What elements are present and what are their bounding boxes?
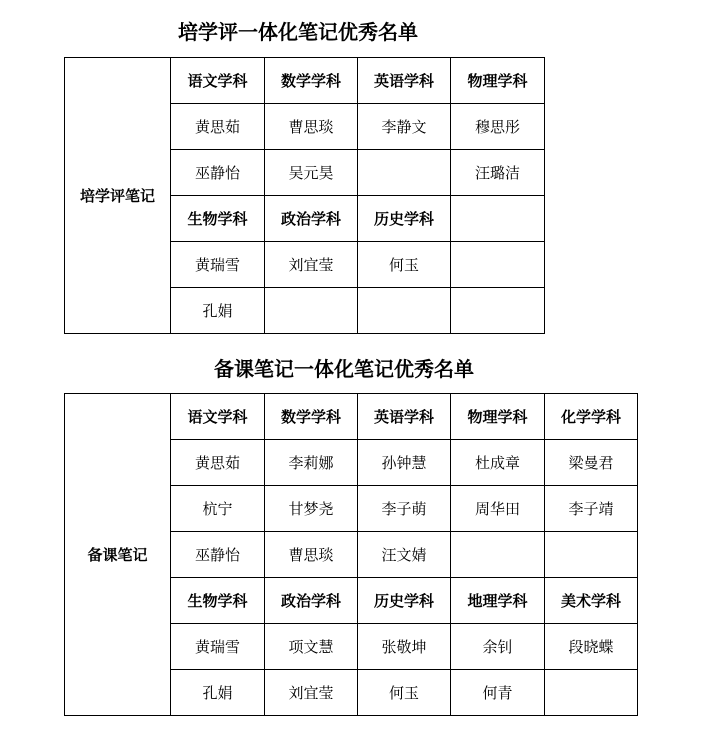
- table-cell: 黄瑞雪: [171, 624, 265, 670]
- table-header-cell: 化学学科: [545, 394, 638, 440]
- table-cell: 曹思琰: [265, 532, 358, 578]
- table-cell: 何青: [451, 670, 545, 716]
- table-header-cell: 生物学科: [171, 578, 265, 624]
- table-header-cell: 语文学科: [171, 58, 265, 104]
- table-header-cell: 数学学科: [265, 58, 358, 104]
- table-cell: 黄思茹: [171, 104, 265, 150]
- table-cell: 李子萌: [358, 486, 451, 532]
- section2-side-label: 备课笔记: [65, 394, 171, 716]
- section2-title: 备课笔记一体化笔记优秀名单: [214, 357, 474, 381]
- table-cell: [358, 288, 451, 334]
- table-cell: 孔娟: [171, 288, 265, 334]
- section1-side-label: 培学评笔记: [65, 58, 171, 334]
- table-cell: 黄瑞雪: [171, 242, 265, 288]
- table-header-cell: 历史学科: [358, 578, 451, 624]
- table-cell: 张敬坤: [358, 624, 451, 670]
- table-header-cell: 英语学科: [358, 394, 451, 440]
- section1-title: 培学评一体化笔记优秀名单: [178, 20, 418, 44]
- table-cell: [451, 532, 545, 578]
- table-header-cell: 英语学科: [358, 58, 451, 104]
- section1-table: [64, 57, 545, 334]
- table-header-cell: 历史学科: [358, 196, 451, 242]
- table-header-cell: 物理学科: [451, 394, 545, 440]
- table-cell: 梁曼君: [545, 440, 638, 486]
- table-cell: 曹思琰: [265, 104, 358, 150]
- table-cell: 孙钟慧: [358, 440, 451, 486]
- table-header-cell: 政治学科: [265, 578, 358, 624]
- table-cell: [358, 150, 451, 196]
- table-cell: 周华田: [451, 486, 545, 532]
- table-cell: 甘梦尧: [265, 486, 358, 532]
- table-cell: [545, 670, 638, 716]
- table-cell: 余钊: [451, 624, 545, 670]
- table-cell: 段晓蝶: [545, 624, 638, 670]
- table-cell: 巫静怡: [171, 532, 265, 578]
- table-cell: 李子靖: [545, 486, 638, 532]
- table-header-cell: 政治学科: [265, 196, 358, 242]
- table-cell: [265, 288, 358, 334]
- table-cell: 何玉: [358, 242, 451, 288]
- table-cell: 杭宁: [171, 486, 265, 532]
- table-cell: [545, 532, 638, 578]
- table-cell: [451, 242, 545, 288]
- table-header-cell: 地理学科: [451, 578, 545, 624]
- table-cell: 李静文: [358, 104, 451, 150]
- section2-table: [64, 393, 638, 716]
- table-cell: 李莉娜: [265, 440, 358, 486]
- table-cell: 汪文婧: [358, 532, 451, 578]
- table-cell: [451, 288, 545, 334]
- table-cell: 黄思茹: [171, 440, 265, 486]
- table-cell: 孔娟: [171, 670, 265, 716]
- table-cell: 何玉: [358, 670, 451, 716]
- table-cell: 汪璐洁: [451, 150, 545, 196]
- table-cell: 吴元昊: [265, 150, 358, 196]
- table-header-cell: [451, 196, 545, 242]
- table-header-cell: 语文学科: [171, 394, 265, 440]
- table-cell: 巫静怡: [171, 150, 265, 196]
- table-cell: 刘宜莹: [265, 242, 358, 288]
- table-header-cell: 美术学科: [545, 578, 638, 624]
- table-cell: 穆思彤: [451, 104, 545, 150]
- table-header-cell: 数学学科: [265, 394, 358, 440]
- table-cell: 项文慧: [265, 624, 358, 670]
- table-header-cell: 生物学科: [171, 196, 265, 242]
- table-cell: 杜成章: [451, 440, 545, 486]
- table-header-cell: 物理学科: [451, 58, 545, 104]
- table-cell: 刘宜莹: [265, 670, 358, 716]
